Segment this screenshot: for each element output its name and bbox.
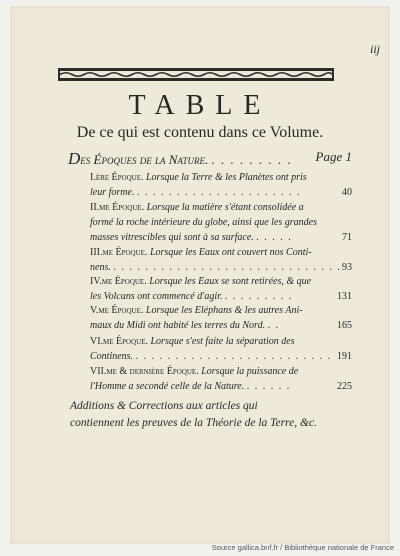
toc-entry-5 xyxy=(90,303,352,333)
entry-text: les Volcans ont commencé d'agir. xyxy=(90,291,223,302)
entry-page: 93 xyxy=(342,262,352,273)
entry-label: V.me Époque. xyxy=(90,305,144,316)
entry-text: leur forme. xyxy=(90,187,135,198)
entry-page: 71 xyxy=(342,232,352,243)
entry-text: Lorsque les Eaux ont couvert nos Conti- xyxy=(149,247,312,258)
entry-text: Continens. xyxy=(90,351,134,362)
entry-text: Lorsque la matière s'étant consolidée a xyxy=(146,202,304,213)
leader-dots: . . xyxy=(267,320,280,331)
entry-text: masses vitrescibles qui sont à sa surface. xyxy=(90,232,254,243)
entry-label: IV.me Époque. xyxy=(90,276,147,287)
lead-page: Page 1 xyxy=(315,149,352,164)
leader-dots: . . . . . . . . . . . . . . . . . . . . . . . . . . . . . xyxy=(113,262,342,273)
entry-text: Lorsque s'est faite la séparation des xyxy=(150,336,295,347)
additions-line-2: contiennent les preuves de la Théorie de la Terre, &c. xyxy=(70,417,317,429)
entry-label: II.me Époque. xyxy=(90,202,145,213)
entry-text: nens. xyxy=(90,262,111,273)
entry-label: III.me Époque. xyxy=(90,247,148,258)
leader-dots: . . . . . xyxy=(256,232,293,243)
entry-text: maux du Midi ont habité les terres du Nord. xyxy=(90,320,266,331)
additions-entry xyxy=(70,398,352,432)
lead-text: es Époques de la Nature. xyxy=(80,152,209,167)
toc-entry-4 xyxy=(90,274,352,304)
leader-dots: . . . . . . . . . . . . . . . . . . . . . xyxy=(136,187,301,198)
entry-page: 225 xyxy=(337,381,352,392)
entry-text: Lorsque la puissance de xyxy=(201,366,299,377)
ornamental-band xyxy=(58,68,334,81)
book-page xyxy=(10,6,390,544)
entry-text: Lorsque les Eléphans & les autres Ani- xyxy=(145,305,303,316)
toc-entry-3 xyxy=(90,245,352,275)
leader-dots: . . . . . . xyxy=(246,381,291,392)
entry-label: VII.me & dernière Époque. xyxy=(90,366,199,377)
drop-initial: D xyxy=(68,149,81,168)
toc-entry-6 xyxy=(90,334,352,364)
entry-label: VI.me Époque. xyxy=(90,336,148,347)
additions-line-1: Additions & Corrections aux articles qui xyxy=(70,400,258,412)
entry-label: I.ère Époque. xyxy=(90,172,144,183)
entry-text: formé la roche intérieure du globe, ainsi que les grandes xyxy=(90,217,318,228)
entry-page: 165 xyxy=(337,320,352,331)
toc-entry-2 xyxy=(90,200,352,245)
entry-text: Lorsque les Eaux se sont retirées, & que xyxy=(149,276,312,287)
source-credit: Source gallica.bnf.fr / Bibliothèque nationale de France xyxy=(211,543,394,552)
toc-entry-7 xyxy=(90,364,352,394)
page-number: iij xyxy=(369,42,380,56)
entry-text: l'Homme a secondé celle de la Nature. xyxy=(90,381,245,392)
entry-text: Lorsque la Terre & les Planètes ont pris xyxy=(146,172,307,183)
toc-entry-1 xyxy=(90,170,352,200)
entry-page: 131 xyxy=(337,291,352,302)
leader-dots: . . . . . . . . . xyxy=(224,291,293,302)
entry-page: 191 xyxy=(337,351,352,362)
table-title: TABLE xyxy=(128,90,272,121)
lead-entry xyxy=(68,149,352,169)
table-subtitle: De ce qui est contenu dans ce Volume. xyxy=(76,124,324,141)
leader-dots: . . . . . . . . . . . . . . . . . . . . . . . . . xyxy=(135,351,332,362)
entry-page: 40 xyxy=(342,187,352,198)
leader-dots: . . . . . . . . . xyxy=(211,152,293,167)
